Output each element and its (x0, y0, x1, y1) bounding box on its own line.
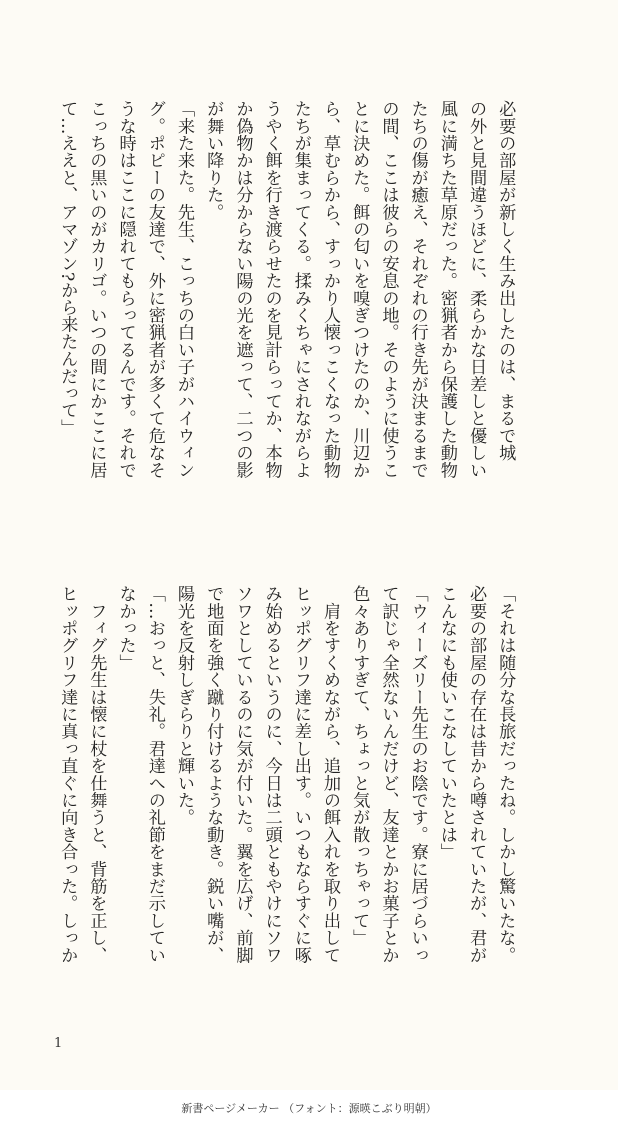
text-line: こっちの黒いのがカリゴ。いつの間にかここに居 (86, 100, 107, 479)
text-line: たちの傷が癒え、それぞれの行き先が決まるまで (407, 100, 428, 479)
text-column-bottom (52, 585, 519, 1025)
page-number: 1 (54, 1036, 63, 1051)
text-line: 色々ありすぎて、ちょっと気が散っちゃって」 (349, 585, 370, 947)
text-column-top (52, 100, 519, 540)
text-line: の外と見間違うほどに、柔らかな日差しと優しい (466, 100, 487, 479)
text-line: なかった」 (115, 585, 136, 671)
text-line: が舞い降りた。 (203, 100, 224, 221)
text-line: 「来た来た。先生、こっちの白い子がハイウィン (174, 100, 195, 479)
text-line: 必要の部屋の存在は昔から噂されていたが、君が (466, 585, 487, 964)
text-line: フィグ先生は懐に杖を仕舞うと、背筋を正し、 (86, 585, 107, 964)
text-line: 風に満ちた草原だった。密猟者から保護した動物 (436, 100, 457, 479)
text-line: こんなにも使いこなしていたとは」 (436, 585, 457, 861)
text-line: たちが集まってくる。揉みくちゃにされながらよ (290, 100, 311, 479)
text-line: 「それは随分な長旅だったね。しかし驚いたな。 (495, 585, 516, 964)
text-line: ら、草むらから、すっかり人懐っこくなった動物 (320, 100, 341, 479)
text-line: うやく餌を行き渡らせたのを見計らってか、本物 (261, 100, 282, 479)
text-line: ヒッポグリフ達に真っ直ぐに向き合った。しっか (57, 585, 78, 964)
text-line: 「ウィーズリー先生のお陰です。寮に居づらいっ (407, 585, 428, 964)
text-line: て訳じゃ全然ないんだけど、友達とかお菓子とか (378, 585, 399, 964)
text-line: 「…おっと、失礼。君達への礼節をまだ示してい (144, 585, 165, 964)
text-line: とに決めた。餌の匂いを嗅ぎつけたのか、川辺か (349, 100, 370, 479)
text-line: か偽物かは分からない陽の光を遮って、二つの影 (232, 100, 253, 479)
text-line: ソワとしているのに気が付いた。翼を広げ、前脚 (232, 585, 253, 964)
text-line: て…ええと、アマゾン?から来たんだって」 (57, 100, 78, 437)
text-line: 陽光を反射しぎらりと輝いた。 (174, 585, 195, 826)
text-line: で地面を強く蹴り付けるような動き。鋭い嘴が、 (203, 585, 224, 964)
text-line: ヒッポグリフ達に差し出す。いつもならすぐに啄 (290, 585, 311, 964)
footer-credit: 新書ページメーカー （フォント：源暎こぶり明朝） (181, 1102, 437, 1115)
text-line: の間、ここは彼らの安息の地。そのように使うこ (378, 100, 399, 479)
text-line: グ。ポピーの友達で、外に密猟者が多くて危なそ (144, 100, 165, 479)
text-line: 必要の部屋が新しく生み出したのは、まるで城 (495, 100, 516, 462)
text-line: うな時はここに隠れてもらってるんです。それで (115, 100, 136, 479)
text-line: み始めるというのに、今日は二頭ともやけにソワ (261, 585, 282, 964)
text-line: 肩をすくめながら、追加の餌入れを取り出して (320, 585, 341, 964)
